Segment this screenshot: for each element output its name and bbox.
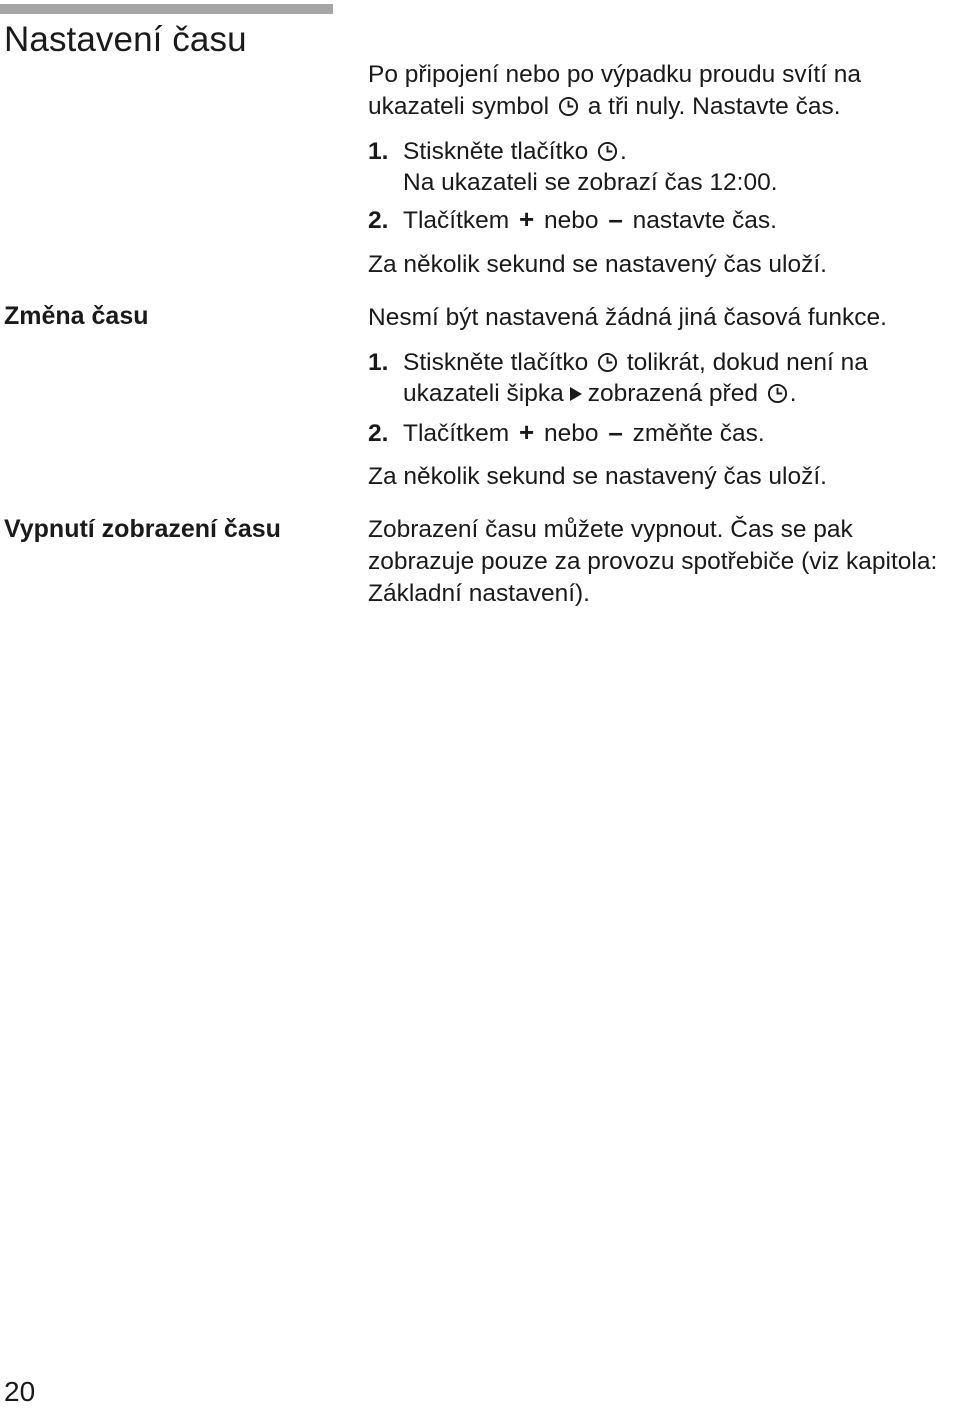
page-title: Nastavení času bbox=[4, 20, 247, 59]
clock-icon bbox=[767, 383, 788, 404]
play-arrow-icon bbox=[568, 386, 584, 402]
minus-symbol: – bbox=[608, 417, 623, 447]
step-number: 1. bbox=[368, 138, 389, 165]
step-item: 2. Tlačítkem + nebo – změňte čas. bbox=[403, 416, 765, 450]
section-heading: Změna času bbox=[4, 302, 149, 330]
step-number: 1. bbox=[368, 349, 389, 376]
step-number: 2. bbox=[368, 420, 389, 447]
header-bar bbox=[0, 4, 333, 14]
minus-symbol: – bbox=[608, 204, 623, 234]
note-text: Za několik sekund se nastavený čas uloží. bbox=[368, 251, 827, 278]
clock-icon bbox=[558, 96, 579, 117]
paragraph-line: Základní nastavení). bbox=[368, 580, 590, 607]
step-item: 1. Stiskněte tlačítko . bbox=[403, 136, 627, 168]
page-number: 20 bbox=[4, 1376, 36, 1407]
step-item: 1. Stiskněte tlačítko tolikrát, dokud není na bbox=[403, 347, 868, 379]
clock-icon bbox=[597, 352, 618, 373]
section-heading: Vypnutí zobrazení času bbox=[4, 515, 281, 543]
intro-line: Nesmí být nastavená žádná jiná časová funkce. bbox=[368, 304, 887, 331]
paragraph-line: zobrazuje pouze za provozu spotřebiče (viz kapitola: bbox=[368, 548, 938, 575]
note-text: Za několik sekund se nastavený čas uloží. bbox=[368, 463, 827, 490]
clock-icon bbox=[597, 141, 618, 162]
intro-line: Po připojení nebo po výpadku proudu svítí na bbox=[368, 61, 862, 88]
step-subtext: Na ukazateli se zobrazí čas 12:00. bbox=[403, 169, 778, 196]
step-number: 2. bbox=[368, 207, 389, 234]
intro-line: ukazateli symbol a tři nuly. Nastavte čas. bbox=[368, 93, 841, 120]
plus-symbol: + bbox=[519, 204, 535, 234]
plus-symbol: + bbox=[519, 417, 535, 447]
step-subtext: ukazateli šipka zobrazená před . bbox=[403, 380, 797, 407]
paragraph-line: Zobrazení času můžete vypnout. Čas se pak bbox=[368, 516, 853, 543]
step-item: 2. Tlačítkem + nebo – nastavte čas. bbox=[403, 203, 777, 237]
